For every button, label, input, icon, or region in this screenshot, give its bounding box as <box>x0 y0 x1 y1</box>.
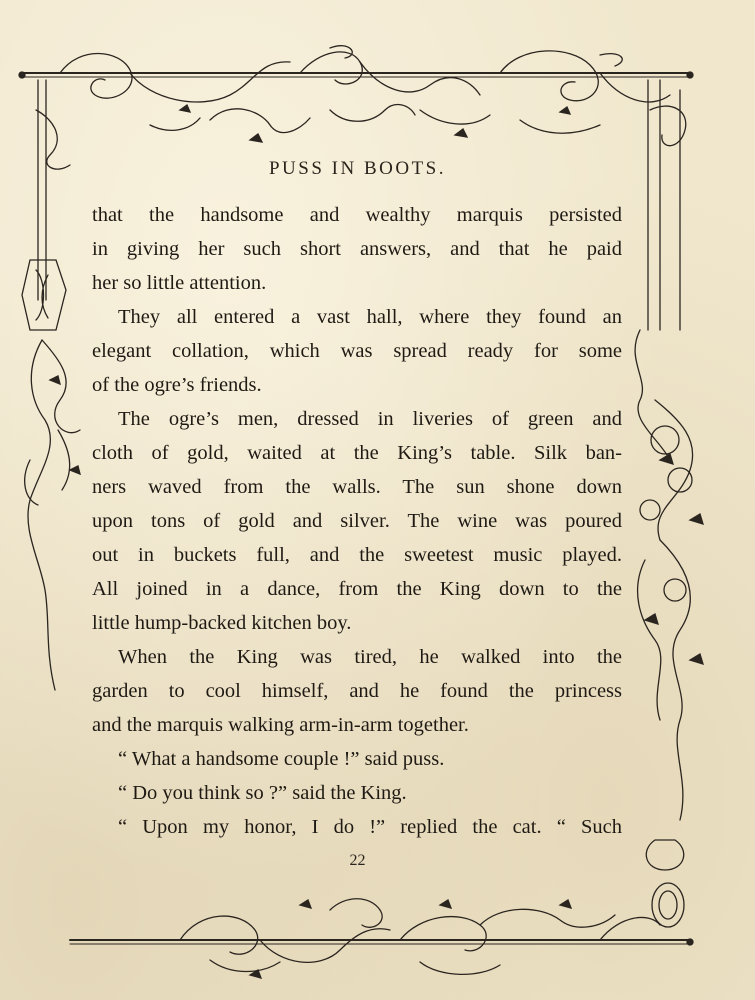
text-line: in giving her such short answers, and that he paid <box>92 238 622 260</box>
text-line: that the handsome and wealthy marquis persisted <box>92 204 622 226</box>
text-line: of the ogre’s friends. <box>92 374 262 396</box>
text-line: “ Upon my honor, I do !” replied the cat. “ Such <box>118 816 622 838</box>
body-text <box>92 198 622 844</box>
text-line: little hump-backed kitchen boy. <box>92 612 352 634</box>
text-line: out in buckets full, and the sweetest music played. <box>92 544 622 566</box>
text-line: upon tons of gold and silver. The wine was poured <box>92 510 622 532</box>
page-number: 22 <box>349 852 366 869</box>
text-line: They all entered a vast hall, where they found an <box>118 306 622 328</box>
text-line: ners waved from the walls. The sun shone down <box>92 476 622 498</box>
text-line: When the King was tired, he walked into the <box>118 646 622 668</box>
page-title: PUSS IN BOOTS. <box>268 158 446 179</box>
text-line: garden to cool himself, and he found the princess <box>92 680 622 702</box>
text-line: elegant collation, which was spread ready for some <box>92 340 622 362</box>
text-line: “ Do you think so ?” said the King. <box>118 782 407 804</box>
text-line: The ogre’s men, dressed in liveries of green and <box>118 408 622 430</box>
text-line: All joined in a dance, from the King down to the <box>92 578 622 600</box>
text-line: her so little attention. <box>92 272 267 294</box>
text-line: “ What a handsome couple !” said puss. <box>118 748 445 770</box>
text-line: cloth of gold, waited at the King’s table. Silk ban- <box>92 442 622 464</box>
text-line: and the marquis walking arm-in-arm together. <box>92 714 469 736</box>
